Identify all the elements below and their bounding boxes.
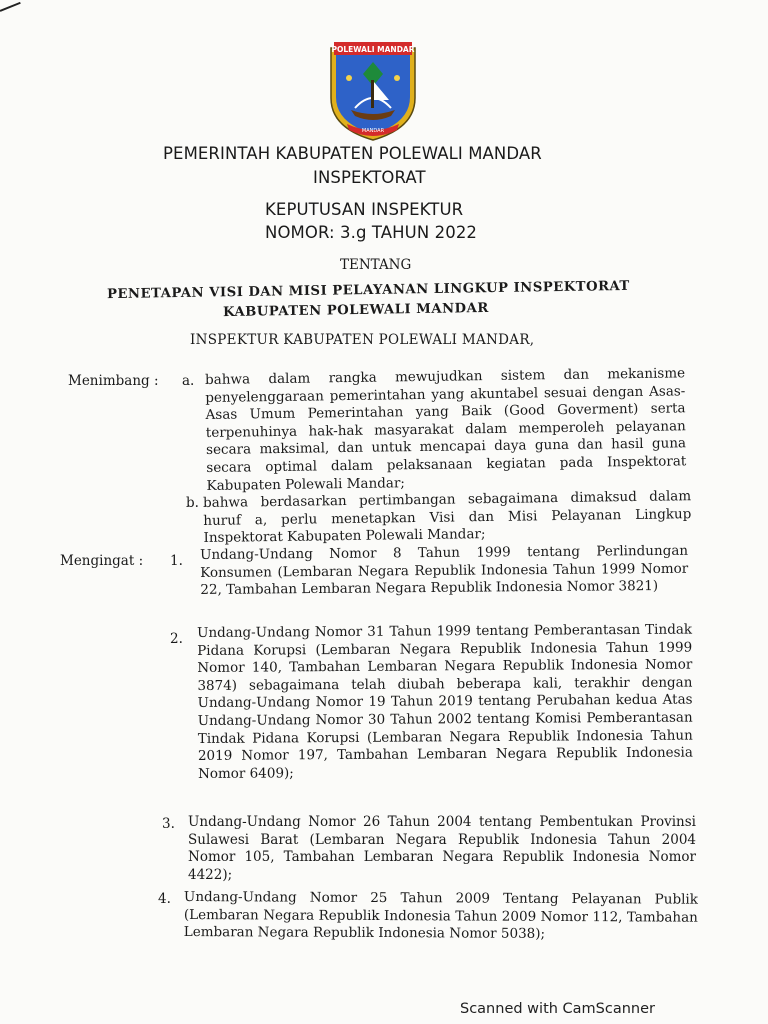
camscanner-watermark: Scanned with CamScanner (460, 1001, 656, 1017)
mengingat-marker-2: 2. (170, 631, 183, 647)
menimbang-marker-b: b. (186, 495, 199, 511)
menimbang-marker-a: a. (182, 373, 195, 389)
issuer-title: INSPEKTUR KABUPATEN POLEWALI MANDAR, (190, 332, 535, 348)
government-name: PEMERINTAH KABUPATEN POLEWALI MANDAR (163, 144, 542, 163)
mengingat-marker-3: 3. (162, 816, 175, 832)
emblem-ribbon-text: MANDAR (361, 128, 385, 134)
menimbang-label: Menimbang : (68, 373, 159, 389)
mengingat-item-3: Undang-Undang Nomor 26 Tahun 2004 tentang Pembentukan Provinsi Sulawesi Barat (Lembaran Negara Republik Indonesia Tahun 2004 Nomor 105, Tambahan Lembaran Negara Republik Indonesia Nomor 4422); (188, 814, 696, 883)
mengingat-item-4: Undang-Undang Nomor 25 Tahun 2009 Tentang Pelayanan Publik (Lembaran Negara Republik Indonesia Tahun 2009 Nomor 112, Tambahan Lembaran Negara Republik Indonesia Nomor 5038); (183, 889, 698, 943)
about-heading: TENTANG (340, 257, 412, 273)
subject-line-1: PENETAPAN VISI DAN MISI PELAYANAN LINGKUP INSPEKTORAT (106, 278, 630, 303)
menimbang-item-b: bahwa berdasarkan pertimbangan sebagaimana dimaksud dalam huruf a, perlu menetapkan Visi dan Misi Pelayanan Lingkup Inspektorat Kabupaten Polewali Mandar; (203, 488, 692, 547)
mengingat-marker-1: 1. (170, 553, 183, 569)
menimbang-item-a: bahwa dalam rangka mewujudkan sistem dan mekanisme penyelenggaraan pemerintahan yang akuntabel sesuai dengan Asas-Asas Umum Pemerintahan yang Baik (Good Goverment) serta terpenuhinya hak-hak masyarakat dalam memperoleh pelayanan secara maksimal, dan untuk mencapai daya guna dan hasil guna secara optimal dalam pelaksanaan kegiatan pada Inspektorat Kabupaten Polewali Mandar; (205, 365, 687, 494)
mengingat-item-2: Undang-Undang Nomor 31 Tahun 1999 tentang Pemberantasan Tindak Pidana Korupsi (Lembaran Negara Republik Indonesia Tahun 1999 Nomor 140, Tambahan Lembaran Negara Republik Indonesia Nomor 3874) sebagaimana telah diubah beberapa kali, terakhir dengan Undang-Undang Nomor 19 Tahun 2019 tentang Perubahan kedua Atas Undang-Undang Nomor 30 Tahun 2002 tentang Komisi Pemberantasan Tindak Pidana Korupsi (Lembaran Negara Republik Indonesia Tahun 2019 Nomor 197, Tambahan Lembaran Negara Republik Indonesia Nomor 6409); (197, 621, 693, 782)
scan-edge-mark (0, 2, 21, 12)
decree-title: KEPUTUSAN INSPEKTUR (265, 200, 464, 219)
emblem-banner-text: POLEWALI MANDAR (331, 45, 415, 54)
office-name: INSPEKTORAT (313, 168, 426, 187)
polewali-mandar-emblem (325, 40, 421, 144)
mengingat-label: Mengingat : (60, 553, 144, 569)
mengingat-item-1: Undang-Undang Nomor 8 Tahun 1999 tentang Perlindungan Konsumen (Lembaran Negara Republik Indonesia Tahun 1999 Nomor 22, Tambahan Lembaran Negara Republik Indonesia Nomor 3821) (200, 542, 689, 599)
subject-line-2: KABUPATEN POLEWALI MANDAR (222, 300, 489, 321)
decree-number: NOMOR: 3.g TAHUN 2022 (265, 223, 478, 242)
mengingat-marker-4: 4. (158, 891, 171, 907)
